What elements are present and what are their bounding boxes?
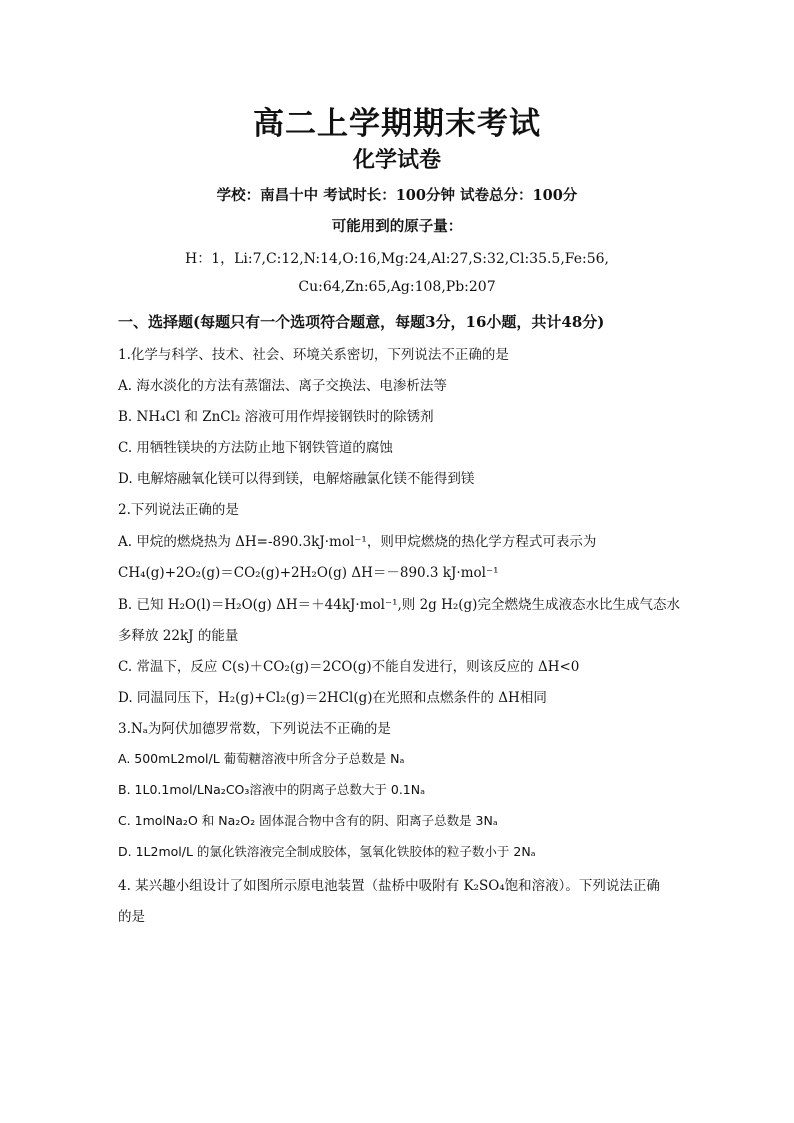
- page-title: 高二上学期期末考试: [253, 106, 541, 142]
- atomic-mass-line-1: H：1，Li:7,C:12,N:14,O:16,Mg:24,Al:27,S:32,Cl:35.5,Fe:56,: [184, 251, 609, 267]
- question-3-option-b: B. 1L0.1mol/LNa₂CO₃溶液中的阴离子总数大于 0.1Nₐ: [118, 782, 425, 797]
- question-1-stem: 1.化学与科学、技术、社会、环境关系密切，下列说法不正确的是: [118, 347, 509, 363]
- question-1-option-c: C. 用牺牲镁块的方法防止地下钢铁管道的腐蚀: [118, 440, 393, 456]
- atomic-mass-heading: 可能用到的原子量：: [331, 218, 463, 235]
- question-1-option-d: D. 电解熔融氧化镁可以得到镁，电解熔融氯化镁不能得到镁: [118, 471, 475, 487]
- question-3-option-a: A. 500mL2mol/L 葡萄糖溶液中所含分子总数是 Nₐ: [118, 751, 405, 766]
- question-2-option-b-line-2: 多释放 22kJ 的能量: [118, 628, 239, 644]
- section-heading: 一、选择题(每题只有一个选项符合题意，每题3分，16小题，共计48分): [118, 313, 605, 331]
- question-1-option-a: A. 海水淡化的方法有蒸馏法、离子交换法、电渗析法等: [118, 378, 447, 394]
- question-3-option-c: C. 1molNa₂O 和 Na₂O₂ 固体混合物中含有的阴、阳离子总数是 3Nₐ: [118, 813, 498, 828]
- question-2-stem: 2.下列说法正确的是: [118, 502, 239, 518]
- question-3-option-d: D. 1L2mol/L 的氯化铁溶液完全制成胶体，氢氧化铁胶体的粒子数小于 2Nₐ: [118, 844, 536, 859]
- question-2-option-c: C. 常温下，反应 C(s)＋CO₂(g)＝2CO(g)不能自发进行，则该反应的 ΔH<0: [118, 659, 580, 675]
- question-2-option-d: D. 同温同压下，H₂(g)+Cl₂(g)＝2HCl(g)在光照和点燃条件的 ΔH相同: [118, 690, 547, 706]
- question-2-option-a-line-2: CH₄(g)+2O₂(g)＝CO₂(g)+2H₂O(g) ΔH＝－890.3 kJ·mol⁻¹: [118, 565, 499, 581]
- question-4-stem-line-2: 的是: [118, 909, 145, 925]
- question-2-option-a-line-1: A. 甲烷的燃烧热为 ΔH=-890.3kJ·mol⁻¹，则甲烷燃烧的热化学方程式可表示为: [118, 534, 597, 550]
- atomic-mass-line-2: Cu:64,Zn:65,Ag:108,Pb:207: [298, 279, 496, 295]
- question-4-stem-line-1: 4. 某兴趣小组设计了如图所示原电池装置（盐桥中吸附有 K₂SO₄饱和溶液）。下列说法正确: [118, 878, 660, 894]
- question-2-option-b-line-1: B. 已知 H₂O(l)＝H₂O(g) ΔH＝＋44kJ·mol⁻¹,则 2g H₂(g)完全燃烧生成液态水比生成气态水: [118, 597, 680, 613]
- question-3-stem: 3.Nₐ为阿伏加德罗常数，下列说法不正确的是: [118, 721, 391, 737]
- page-subtitle: 化学试卷: [352, 147, 441, 173]
- question-1-option-b: B. NH₄Cl 和 ZnCl₂ 溶液可用作焊接钢铁时的除锈剂: [118, 409, 434, 425]
- exam-info: 学校：南昌十中 考试时长：100分钟 试卷总分：100分: [216, 187, 578, 204]
